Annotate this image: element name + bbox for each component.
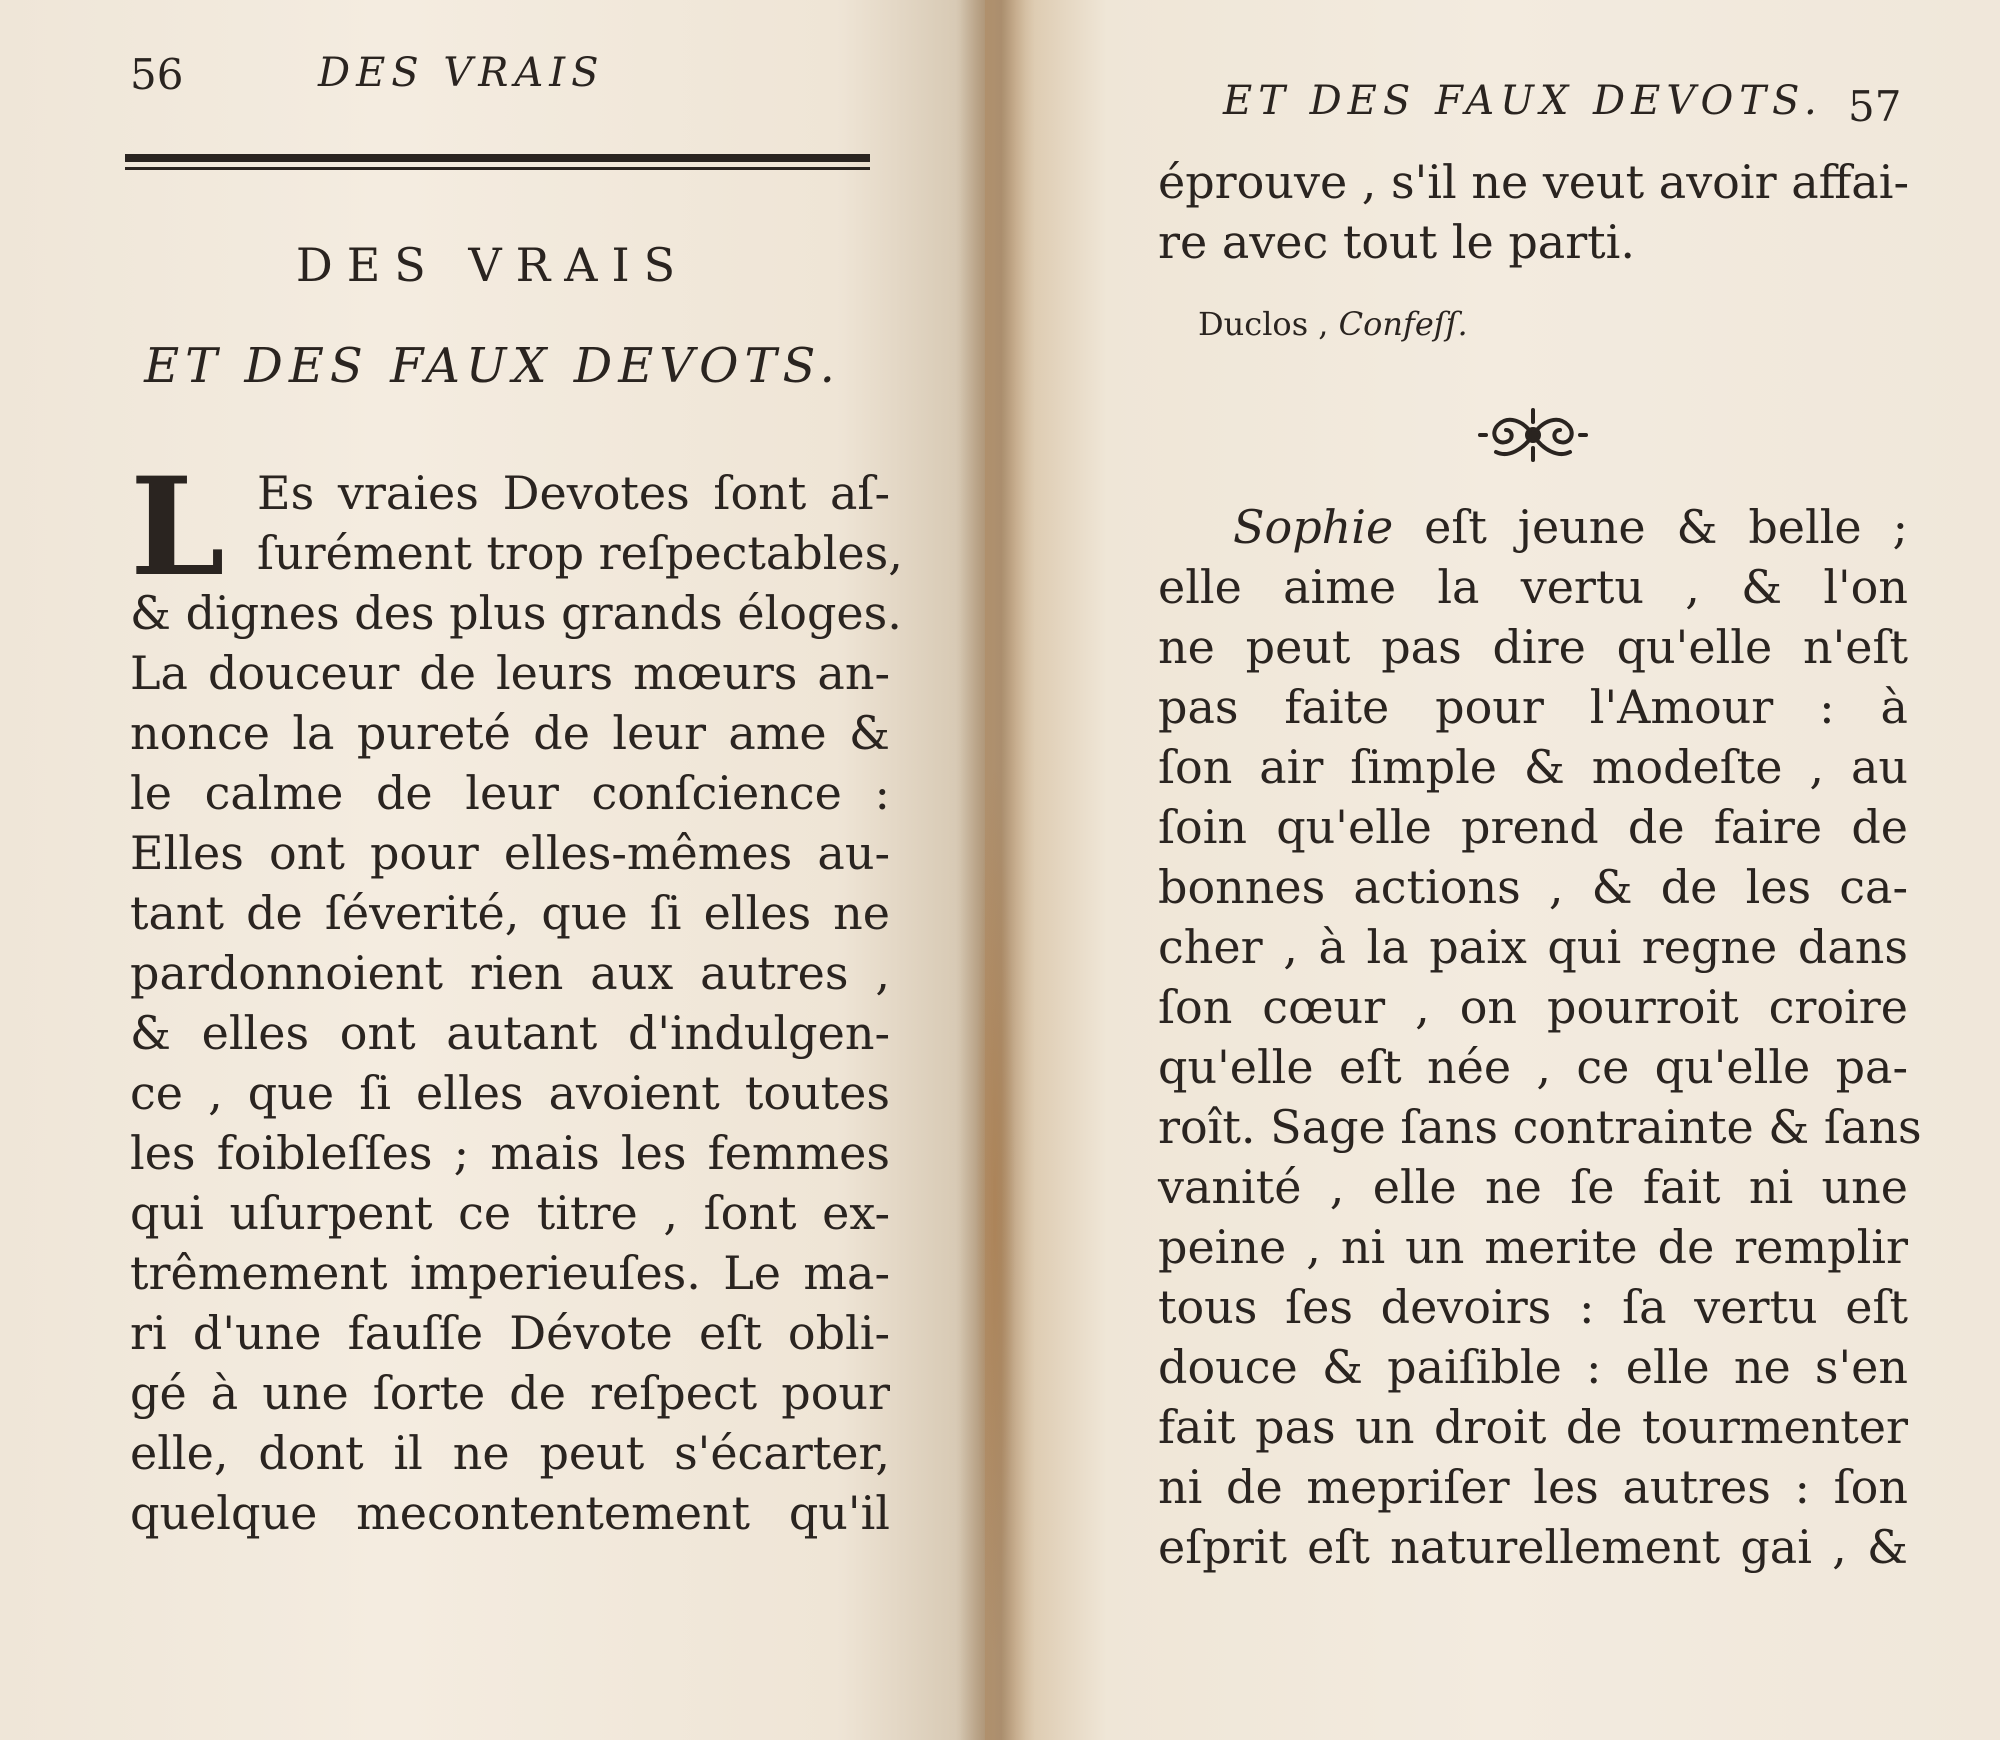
right-running-head: ET DES FAUX DEVOTS. [1223, 78, 1823, 124]
text-line: Es vraies Devotes ſont aſ- [257, 466, 890, 520]
text-line: pardonnoient rien aux autres , [130, 946, 890, 1000]
text-line: cher , à la paix qui regne dans [1158, 920, 1908, 974]
attribution [1198, 305, 1468, 343]
text-line: gé à une ſorte de reſpect pour [130, 1366, 890, 1420]
left-folio: 56 [130, 50, 184, 99]
left-body-text [130, 447, 903, 1543]
text-line: fait pas un droit de tourmenter [1158, 1400, 1908, 1454]
text-line: ſurément trop reſpectables, [257, 526, 903, 580]
text-line: qu'elle eſt née , ce qu'elle pa- [1158, 1040, 1908, 1094]
foxing-stain [975, 760, 1015, 1660]
text-line: ri d'une fauſſe Dévote eſt obli- [130, 1306, 890, 1360]
attribution-work: Confeſſ. [1338, 305, 1468, 343]
attribution-author: Duclos , [1198, 305, 1329, 343]
text-line [1158, 497, 1908, 557]
text-line: elle, dont il ne peut s'écarter, [130, 1426, 890, 1480]
head-rule [125, 154, 870, 170]
text-line: éprouve , s'il ne veut avoir affai- [1158, 155, 1909, 209]
chapter-title-line1: DES VRAIS [295, 238, 690, 292]
text-line: tous ſes devoirs : ſa vertu eſt [1158, 1280, 1908, 1334]
text-line: douce & paiſible : elle ne s'en [1158, 1340, 1908, 1394]
drop-cap: L [130, 447, 225, 606]
text-line: La douceur de leurs mœurs an- [130, 646, 890, 700]
right-folio: 57 [1848, 82, 1902, 131]
text-line: ce , que ſi elles avoient toutes [130, 1066, 890, 1120]
text-line: nonce la pureté de leur ame & [130, 706, 890, 760]
left-running-head: DES VRAIS [318, 50, 605, 96]
text-line: & elles ont autant d'indulgen- [130, 1006, 890, 1060]
text-line: peine , ni un merite de remplir [1158, 1220, 1908, 1274]
chapter-title-line2: ET DES FAUX DEVOTS. [144, 338, 841, 394]
text-line: ne peut pas dire qu'elle n'eſt [1158, 620, 1908, 674]
text-line: ni de mepriſer les autres : ſon [1158, 1460, 1908, 1514]
text-line: eſprit eſt naturellement gai , & [1158, 1520, 1908, 1574]
text-line: Elles ont pour elles-mêmes au- [130, 826, 890, 880]
right-carryover-text [1158, 152, 1909, 272]
text-line: le calme de leur conſcience : [130, 766, 890, 820]
text-line: ſon cœur , on pourroit croire [1158, 980, 1908, 1034]
text-line: les foibleſſes ; mais les femmes [130, 1126, 890, 1180]
right-body-text [1158, 497, 1922, 1577]
text-line: ſoin qu'elle prend de faire de [1158, 800, 1908, 854]
text-line: vanité , elle ne ſe fait ni une [1158, 1160, 1908, 1214]
text-line: trêmement imperieuſes. Le ma- [130, 1246, 890, 1300]
text-line: pas faite pour l'Amour : à [1158, 680, 1908, 734]
text-line: elle aime la vertu , & l'on [1158, 560, 1908, 614]
text-line: quelque mecontentement qu'il [130, 1486, 890, 1540]
text-line: re avec tout le parti. [1158, 215, 1636, 269]
left-page [0, 0, 985, 1740]
text-line: bonnes actions , & de les ca- [1158, 860, 1908, 914]
sophie-name: Sophie [1233, 500, 1394, 554]
first-line-rest: eſt jeune & belle ; [1424, 500, 1908, 554]
text-line: roît. Sage ſans contrainte & ſans [1158, 1100, 1922, 1154]
fleuron-ornament-icon [1478, 400, 1588, 470]
text-line: tant de ſéverité, que ſi elles ne [130, 886, 890, 940]
text-line: qui uſurpent ce titre , ſont ex- [130, 1186, 890, 1240]
text-line: ſon air ſimple & modeſte , au [1158, 740, 1908, 794]
text-line: & dignes des plus grands éloges. [130, 586, 902, 640]
